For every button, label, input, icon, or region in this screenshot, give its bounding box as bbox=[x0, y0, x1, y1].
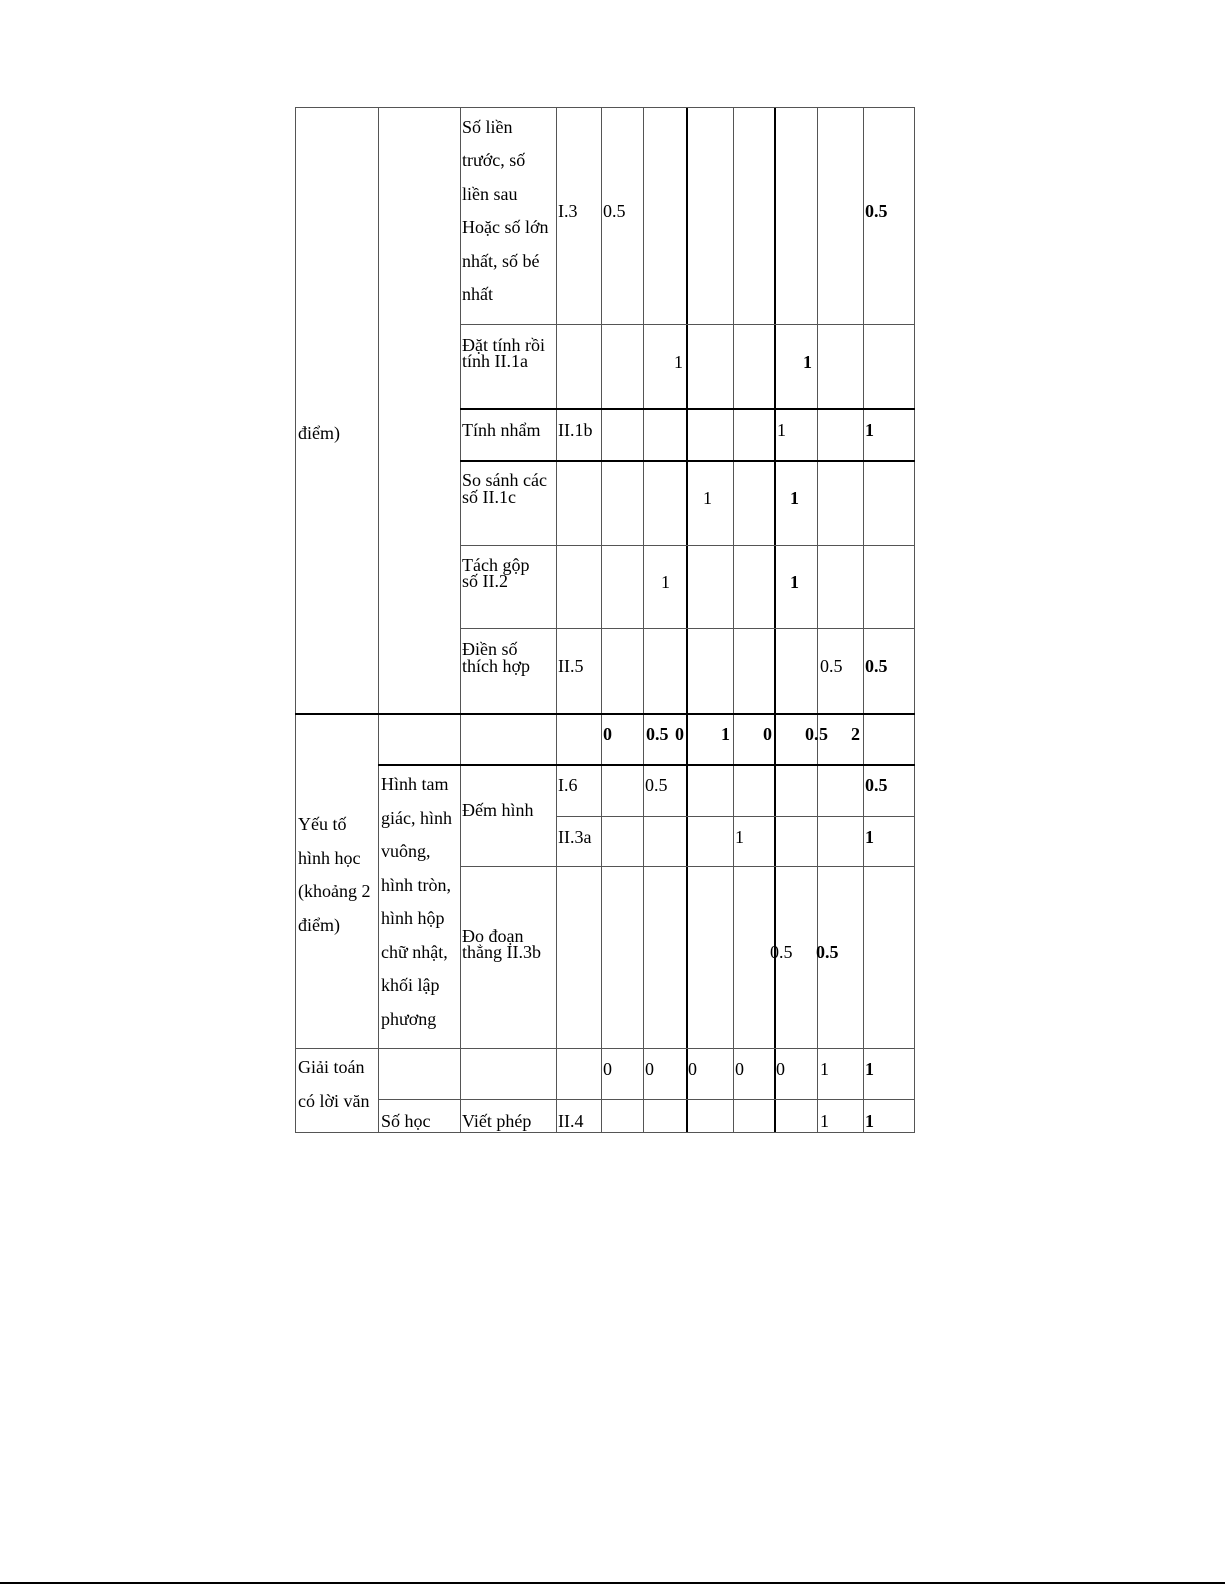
line: Yếu tố bbox=[298, 814, 347, 834]
total-value: 1 bbox=[865, 420, 874, 440]
summary-value: 2 bbox=[851, 724, 860, 744]
cell-value: 1 bbox=[674, 352, 683, 372]
question-code: I.3 bbox=[558, 201, 578, 221]
cell-value: 0 bbox=[603, 1059, 612, 1079]
summary-value: 1 bbox=[721, 724, 730, 744]
total-value: 0.5 bbox=[865, 656, 888, 676]
content-line: Đặt tính rồi bbox=[462, 335, 545, 355]
summary-value: 0 bbox=[763, 724, 772, 744]
cell-value: 0 bbox=[776, 1059, 785, 1079]
total-value: 0.5 bbox=[865, 775, 888, 795]
total-tl-value: 1 bbox=[790, 488, 799, 508]
total-value: 1 bbox=[865, 827, 874, 847]
content-line: Số liền bbox=[462, 117, 513, 137]
line: giác, hình bbox=[381, 808, 452, 828]
content-line: số II.2 bbox=[462, 571, 508, 591]
cell-value: 0 bbox=[645, 1059, 654, 1079]
topic-so-hoc: Số học bbox=[381, 1111, 431, 1131]
line: hình học bbox=[298, 848, 361, 868]
content-line: trước, số bbox=[462, 150, 526, 170]
content-line: nhất, số bé bbox=[462, 251, 540, 271]
total-tl-value: 1 bbox=[803, 352, 812, 372]
question-code: II.3a bbox=[558, 827, 592, 847]
content-line: Điền số bbox=[462, 639, 518, 659]
line: điểm) bbox=[298, 915, 340, 935]
summary-value: 0 bbox=[603, 724, 612, 744]
row-label-diem: điểm) bbox=[298, 423, 340, 443]
total-value: 0.5 bbox=[865, 201, 888, 221]
cell-value: 1 bbox=[777, 420, 786, 440]
content-line: liền sau bbox=[462, 184, 518, 204]
content-line: So sánh các bbox=[462, 470, 547, 490]
summary-value: 0. bbox=[805, 724, 819, 744]
content-line: Tách gộp bbox=[462, 555, 530, 575]
content-line: Hoặc số lớn bbox=[462, 217, 549, 237]
question-code: II.4 bbox=[558, 1111, 584, 1131]
page-bottom-rule bbox=[0, 1582, 1225, 1584]
content-line: tính II.1a bbox=[462, 351, 528, 371]
cell-value: 0 bbox=[688, 1059, 697, 1079]
cell-value: 0.5 bbox=[603, 201, 626, 221]
cell-value: 1 bbox=[703, 488, 712, 508]
summary-value: 5 bbox=[819, 724, 828, 744]
line: Hình tam bbox=[381, 774, 449, 794]
cell-value: 1 bbox=[820, 1111, 829, 1131]
total-value: 1 bbox=[865, 1059, 874, 1079]
cell-value: 0.5 bbox=[645, 775, 668, 795]
line: vuông, bbox=[381, 841, 431, 861]
line: chữ nhật, bbox=[381, 942, 448, 962]
total-value: 1 bbox=[865, 1111, 874, 1131]
content-text: Viết phép bbox=[462, 1111, 532, 1131]
content-line: thẳng II.3b bbox=[462, 942, 541, 962]
line: hình tròn, bbox=[381, 875, 451, 895]
content-line: số II.1c bbox=[462, 487, 516, 507]
cell-value: 1 bbox=[820, 1059, 829, 1079]
question-code: I.6 bbox=[558, 775, 578, 795]
question-code: II.5 bbox=[558, 656, 584, 676]
cell-value: 1 bbox=[735, 827, 744, 847]
cell-value: 1 bbox=[661, 572, 670, 592]
content-line: thích hợp bbox=[462, 656, 531, 676]
content-line: nhất bbox=[462, 284, 493, 304]
line: hình hộp bbox=[381, 908, 445, 928]
summary-value: 0 bbox=[675, 724, 684, 744]
cell-value: 0.5 bbox=[820, 656, 843, 676]
line: có lời văn bbox=[298, 1091, 370, 1111]
summary-value: 0.5 bbox=[646, 724, 669, 744]
line: Giải toán bbox=[298, 1057, 365, 1077]
total-tl-value: 1 bbox=[790, 572, 799, 592]
line: phương bbox=[381, 1009, 437, 1029]
cell-value: 0 bbox=[735, 1059, 744, 1079]
question-code: II.1b bbox=[558, 420, 593, 440]
content-text: Tính nhẩm bbox=[462, 420, 541, 440]
line: khối lập bbox=[381, 975, 440, 995]
cell-value: 0.5 bbox=[770, 942, 793, 962]
total-tl-value: 0.5 bbox=[816, 942, 839, 962]
content-text: Đếm hình bbox=[462, 800, 534, 820]
content-line: Đo đoạn bbox=[462, 926, 524, 946]
line: (khoảng 2 bbox=[298, 881, 371, 901]
